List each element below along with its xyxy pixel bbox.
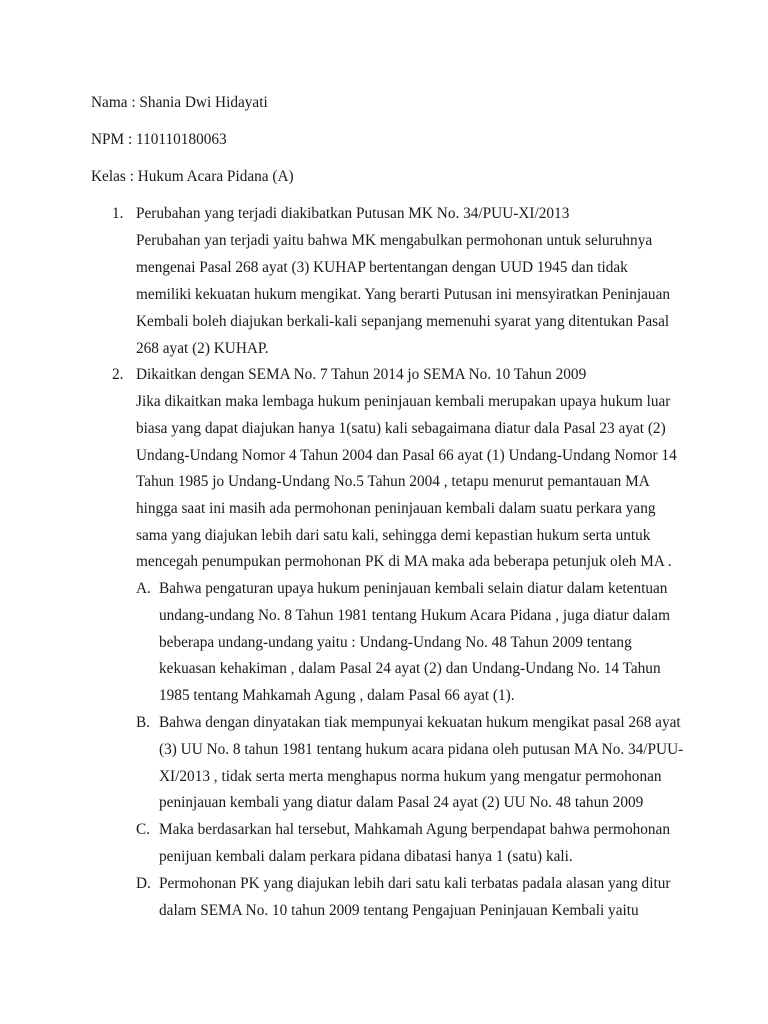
item-number: 1. (112, 205, 124, 222)
subitem-letter: C. (136, 821, 151, 838)
paragraph-line: Perubahan yan terjadi yaitu bahwa MK mengabulkan permohonan untuk seluruhnya (136, 232, 653, 249)
subitem-line: beberapa undang-undang yaitu : Undang-Undang No. 48 Tahun 2009 tentang (159, 634, 632, 651)
subitem-letter: A. (136, 580, 151, 597)
paragraph-line: Jika dikaitkan maka lembaga hukum peninjauan kembali merupakan upaya hukum luar (136, 393, 671, 410)
paragraph-line: mengenai Pasal 268 ayat (3) KUHAP bertentangan dengan UUD 1945 dan tidak (136, 259, 628, 276)
subitem-line: penijuan kembali dalam perkara pidana dibatasi hanya 1 (satu) kali. (159, 848, 573, 865)
subitem-line: Permohonan PK yang diajukan lebih dari satu kali terbatas padala alasan yang ditur (159, 875, 671, 892)
paragraph-line: Undang-Undang Nomor 4 Tahun 2004 dan Pasal 66 ayat (1) Undang-Undang Nomor 14 (136, 447, 677, 464)
paragraph-line: 268 ayat (2) KUHAP. (136, 340, 269, 357)
student-npm: NPM : 110110180063 (91, 131, 227, 148)
item-title: Perubahan yang terjadi diakibatkan Putusan MK No. 34/PUU-XI/2013 (136, 205, 570, 222)
paragraph-line: sama yang diajukan lebih dari satu kali, sehingga demi kepastian hukum serta untuk (136, 527, 651, 544)
subitem-letter: B. (136, 714, 151, 731)
paragraph-line: mencegah penumpukan permohonan PK di MA maka ada beberapa petunjuk oleh MA . (136, 553, 672, 570)
subitem-letter: D. (136, 875, 151, 892)
paragraph-line: Tahun 1985 jo Undang-Undang No.5 Tahun 2004 , tetapu menurut pemantauan MA (136, 473, 650, 490)
student-class: Kelas : Hukum Acara Pidana (A) (91, 168, 294, 185)
paragraph-line: Kembali boleh diajukan berkali-kali sepanjang memenuhi syarat yang ditentukan Pasal (136, 313, 670, 330)
item-number: 2. (112, 366, 124, 383)
subitem-line: kekuasan kehakiman , dalam Pasal 24 ayat (2) dan Undang-Undang No. 14 Tahun (159, 660, 661, 677)
subitem-line: peninjauan kembali yang diatur dalam Pasal 24 ayat (2) UU No. 48 tahun 2009 (159, 794, 644, 811)
subitem-line: dalam SEMA No. 10 tahun 2009 tentang Pengajuan Peninjauan Kembali yaitu (159, 902, 639, 919)
paragraph-line: memiliki kekuatan hukum mengikat. Yang berarti Putusan ini mensyiratkan Peninjauan (136, 286, 671, 303)
subitem-line: undang-undang No. 8 Tahun 1981 tentang Hukum Acara Pidana , juga diatur dalam (159, 607, 670, 624)
item-title: Dikaitkan dengan SEMA No. 7 Tahun 2014 jo SEMA No. 10 Tahun 2009 (136, 366, 587, 383)
subitem-line: (3) UU No. 8 tahun 1981 tentang hukum acara pidana oleh putusan MA No. 34/PUU- (159, 741, 684, 758)
paragraph-line: biasa yang dapat diajukan hanya 1(satu) kali sebagaimana diatur dala Pasal 23 ayat (2) (136, 420, 666, 437)
student-name: Nama : Shania Dwi Hidayati (91, 94, 268, 111)
subitem-line: Maka berdasarkan hal tersebut, Mahkamah Agung berpendapat bahwa permohonan (159, 821, 670, 838)
paragraph-line: hingga saat ini masih ada permohonan peninjauan kembali dalam suatu perkara yang (136, 500, 656, 517)
subitem-line: Bahwa pengaturan upaya hukum peninjauan kembali selain diatur dalam ketentuan (159, 580, 668, 597)
subitem-line: Bahwa dengan dinyatakan tiak mempunyai kekuatan hukum mengikat pasal 268 ayat (159, 714, 681, 731)
subitem-line: XI/2013 , tidak serta merta menghapus norma hukum yang mengatur permohonan (159, 768, 662, 785)
subitem-line: 1985 tentang Mahkamah Agung , dalam Pasal 66 ayat (1). (159, 687, 515, 704)
